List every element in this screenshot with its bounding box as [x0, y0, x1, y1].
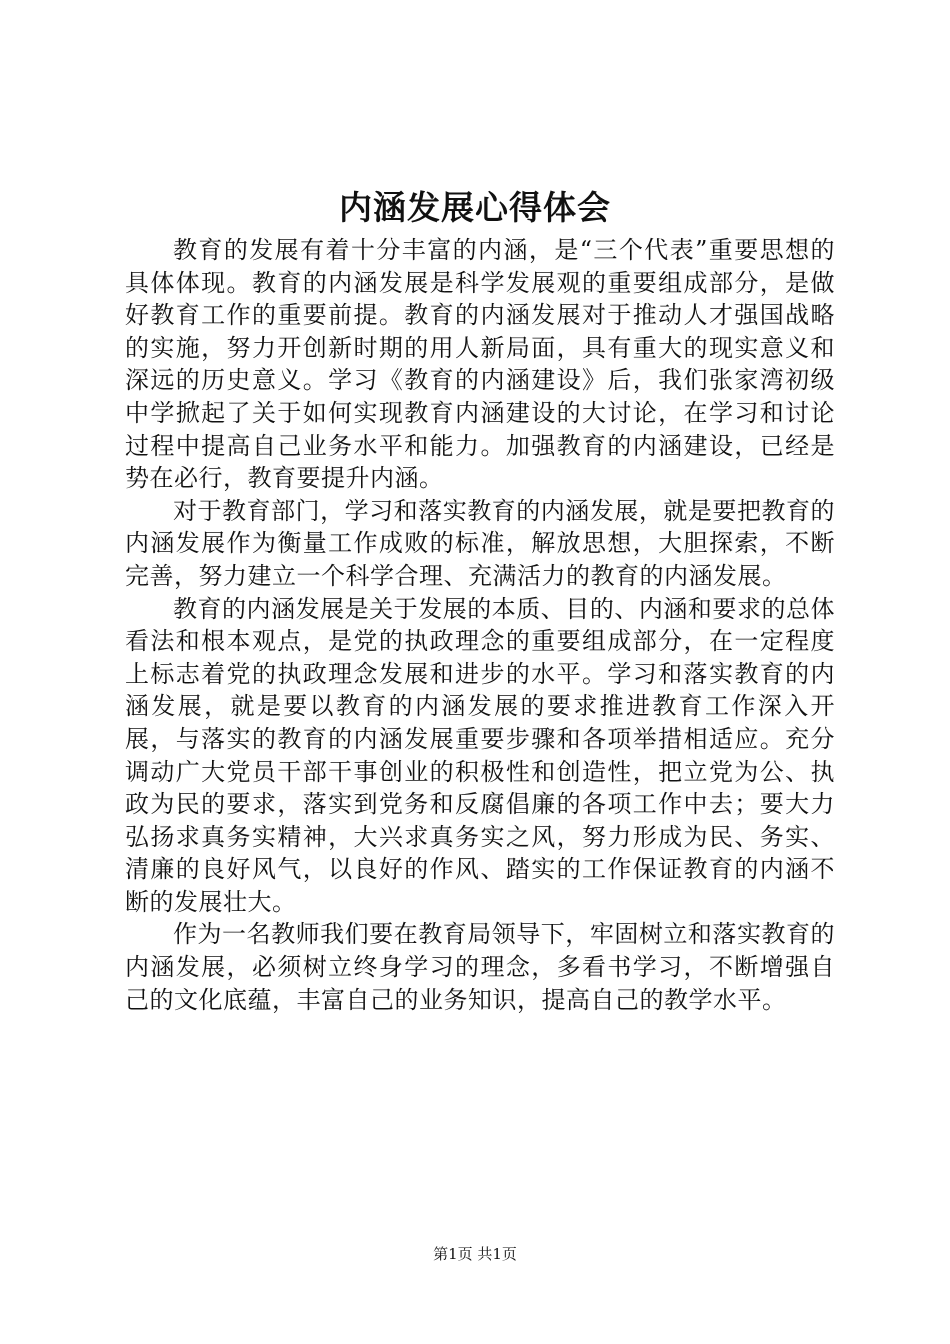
document-title: 内涵发展心得体会: [339, 188, 611, 227]
paragraph-2: 对于教育部门，学习和落实教育的内涵发展，就是要把教育的内涵发展作为衡量工作成败的标准，解放思想，大胆探索，不断完善，努力建立一个科学合理、充满活力的教育的内涵发展。: [125, 496, 835, 590]
page-footer: 第1页 共1页: [433, 1245, 517, 1263]
paragraph-3: 教育的内涵发展是关于发展的本质、目的、内涵和要求的总体看法和根本观点，是党的执政理念的重要组成部分，在一定程度上标志着党的执政理念发展和进步的水平。学习和落实教育的内涵发展，就是要以教育的内涵发展的要求推进教育工作深入开展，与落实的教育的内涵发展重要步骤和各项举措相适应。充分调动广大党员干部干事创业的积极性和创造性，把立党为公、执政为民的要求，落实到党务和反腐倡廉的各项工作中去；要大力弘扬求真务实精神，大兴求真务实之风，努力形成为民、务实、清廉的良好风气，以良好的作风、踏实的工作保证教育的内涵不断的发展壮大。: [125, 594, 835, 916]
document-body: [125, 234, 835, 1016]
paragraph-4: 作为一名教师我们要在教育局领导下，牢固树立和落实教育的内涵发展，必须树立终身学习的理念，多看书学习，不断增强自己的文化底蕴，丰富自己的业务知识，提高自己的教学水平。: [125, 920, 835, 1014]
paragraph-1: 教育的发展有着十分丰富的内涵，是“三个代表”重要思想的具体体现。教育的内涵发展是科学发展观的重要组成部分，是做好教育工作的重要前提。教育的内涵发展对于推动人才强国战略的实施，努力开创新时期的用人新局面，具有重大的现实意义和深远的历史意义。学习《教育的内涵建设》后，我们张家湾初级中学掀起了关于如何实现教育内涵建设的大讨论，在学习和讨论过程中提高自己业务水平和能力。加强教育的内涵建设，已经是势在必行，教育要提升内涵。: [125, 236, 835, 493]
